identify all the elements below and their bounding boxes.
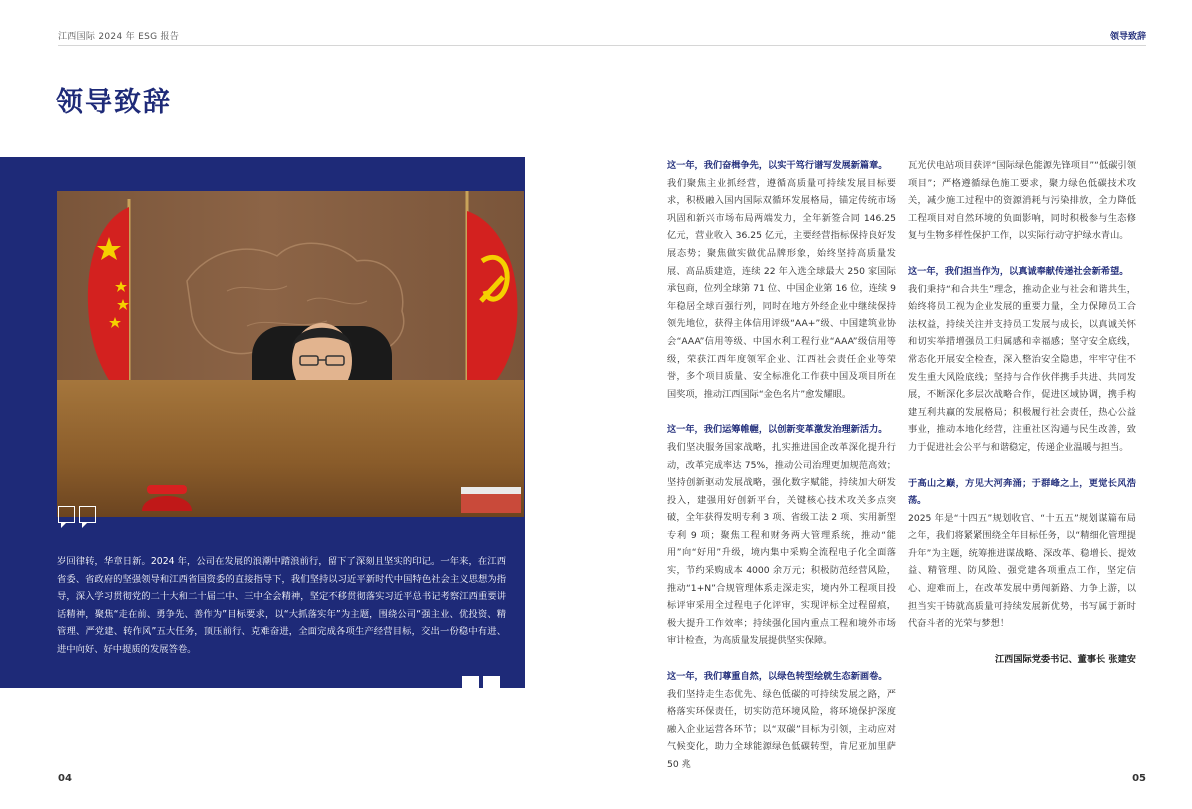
section-5 (908, 475, 1136, 633)
section-label: 领导致辞 (1109, 32, 1146, 42)
photo-desk (57, 380, 524, 517)
section-3-continued (908, 157, 1136, 245)
section-4 (908, 263, 1136, 457)
section-body-continued: 瓦光伏电站项目获评“国际绿色能源先锋项目”“低碳引领项目”；严格遵循绿色施工要求，聚力绿色低碳技术攻关，减少施工过程中的资源消耗与污染排放，全力降低工程项目对自然环境的负面影响，同时积极参与生态修复与生物多样性保护工作，以实际行动守护绿水青山。 (908, 160, 1136, 242)
chairman-photo (57, 191, 524, 517)
header-divider (58, 45, 1146, 46)
desk-phone-icon (137, 481, 197, 515)
section-heading: 这一年，我们担当作为，以真诚奉献传递社会新希望。 (908, 265, 1129, 277)
text-column-right (908, 157, 1136, 668)
page-number-right: 05 (1132, 773, 1146, 784)
page-number-left: 04 (58, 773, 72, 784)
section-3 (667, 668, 896, 774)
section-body: 2025 年是“十四五”规划收官、“十五五”规划谋篇布局之年，我们将紧紧围绕全年目标任务，以“精细化管理提升年”为主题，统筹推进谋战略、深改革、稳增长、提效益、精管理、防风险、强党建各项重点工作，坚定信心、迎难而上，在改革发展中勇闯新路、力争上游，以担当实干铸就高质量可持续发展新优势，书写属于新时代奋斗者的光荣与梦想！ (908, 512, 1136, 630)
close-quote-icon (462, 676, 500, 693)
desk-books-icon (457, 481, 524, 515)
section-body: 我们坚持走生态优先、绿色低碳的可持续发展之路，严格落实环保责任，切实防范环境风险，将环境保护深度融入企业运营各环节；以“双碳”目标为引领，主动应对气候变化，助力全球能源绿色低碳转型，肯尼亚加里萨 50 兆 (667, 688, 896, 770)
section-heading: 于高山之巅，方见大河奔涌；于群峰之上，更觉长风浩荡。 (908, 477, 1136, 507)
section-heading: 这一年，我们运筹帷幄，以创新变革激发治理新活力。 (667, 424, 888, 436)
intro-paragraph: 岁回律转，华章日新。2024 年，公司在发展的浪潮中踏浪前行，留下了深刻且坚实的印记。一年来，在江西省委、省政府的坚强领导和江西省国资委的直接指导下，我们坚持以习近平新时代中国特色社会主义思想为指导，深入学习贯彻党的二十大和二十届二中、三中全会精神，坚定不移贯彻落实习近平总书记考察江西重要讲话精神，聚焦“走在前、勇争先、善作为”目标要求，以“大抓落实年”为主题，围绕公司“强主业、优投资、精管理、严党建、转作风”五大任务，顶压前行、克难奋进，全面完成各项生产经营目标，交出一份稳中有进、进中向好、好中提质的发展答卷。 (57, 556, 506, 655)
section-body: 我们聚焦主业抓经营，遵循高质量可持续发展目标要求，积极融入国内国际双循环发展格局，锚定传统市场巩固和新兴市场布局两端发力，全年新签合同 146.25 亿元，营业收入 36.25 亿元，主要经营指标保持良好发展态势；聚焦做实做优品牌形象，始终坚持高质量发展、高品质建造，连续 22 年入选全球最大 250 家国际承包商，位列全球第 71 位、中国企业第 16 位，连续 9 年稳居全球百强行列，同时在地方外经企业中继续保持领先地位，获得主体信用评级“AA+”级、中国建筑业协会“AAA”信用等级、中国水利工程行业“AAA”级信用等级，荣获江西年度领军企业、江西社会责任企业等荣誉，多个项目质量、安全标准化工作获中国及项目所在国奖项，推动江西国际“金色名片”愈发耀眼。 (667, 177, 896, 400)
section-1 (667, 157, 896, 403)
section-body: 我们坚决服务国家战略，扎实推进国企改革深化提升行动，改革完成率达 75%，推动公司治理更加规范高效；坚持创新驱动发展战略，强化数字赋能，持续加大研发投入，建强用好创新平台，关键核心技术攻关多点突破，全年获得发明专利 3 项、省级工法 2 项、实用新型专利 9 项；聚焦工程和财务两大管理系统，推动“能用”向“好用”升级，境内集中采购全流程电子化全面落实，节约采购成本 4000 余万元；积极防范经营风险，推动“1+N”合规管理体系走深走实，境内外工程项目投标评审采用全过程电子化评审，实现评标全过程留痕，极大提升工作效率；持续强化国内重点工程和境外市场审计检查，为高质量发展提供坚实保障。 (667, 441, 896, 647)
report-title: 江西国际 2024 年 ESG 报告 (58, 32, 180, 42)
page-title: 领导致辞 (56, 87, 172, 118)
signature: 江西国际党委书记、董事长 张建安 (994, 653, 1136, 665)
section-heading: 这一年，我们奋楫争先，以实干笃行谱写发展新篇章。 (667, 160, 888, 171)
section-body: 我们秉持“和合共生”理念，推动企业与社会和谐共生，始终将员工视为企业发展的重要力量，全力保障员工合法权益，持续关注并支持员工发展与成长，以真诚关怀和切实举措增强员工归属感和幸福感；坚守安全底线，常态化开展安全检查，深入整治安全隐患，牢牢守住不发生重大风险底线；坚持与合作伙伴携手共进、共同发展，不断深化多层次战略合作，促进区域协调，携手构建互利共赢的发展格局；积极履行社会责任，热心公益事业，推动本地化经营，注重社区沟通与民生改善，致力于促进社会公平与和谐稳定，传递企业温暖与担当。 (908, 283, 1136, 453)
section-heading: 这一年，我们尊重自然，以绿色转型绘就生态新画卷。 (667, 671, 888, 683)
text-column-middle (667, 157, 896, 774)
section-2 (667, 421, 896, 650)
open-quote-icon (58, 506, 96, 523)
